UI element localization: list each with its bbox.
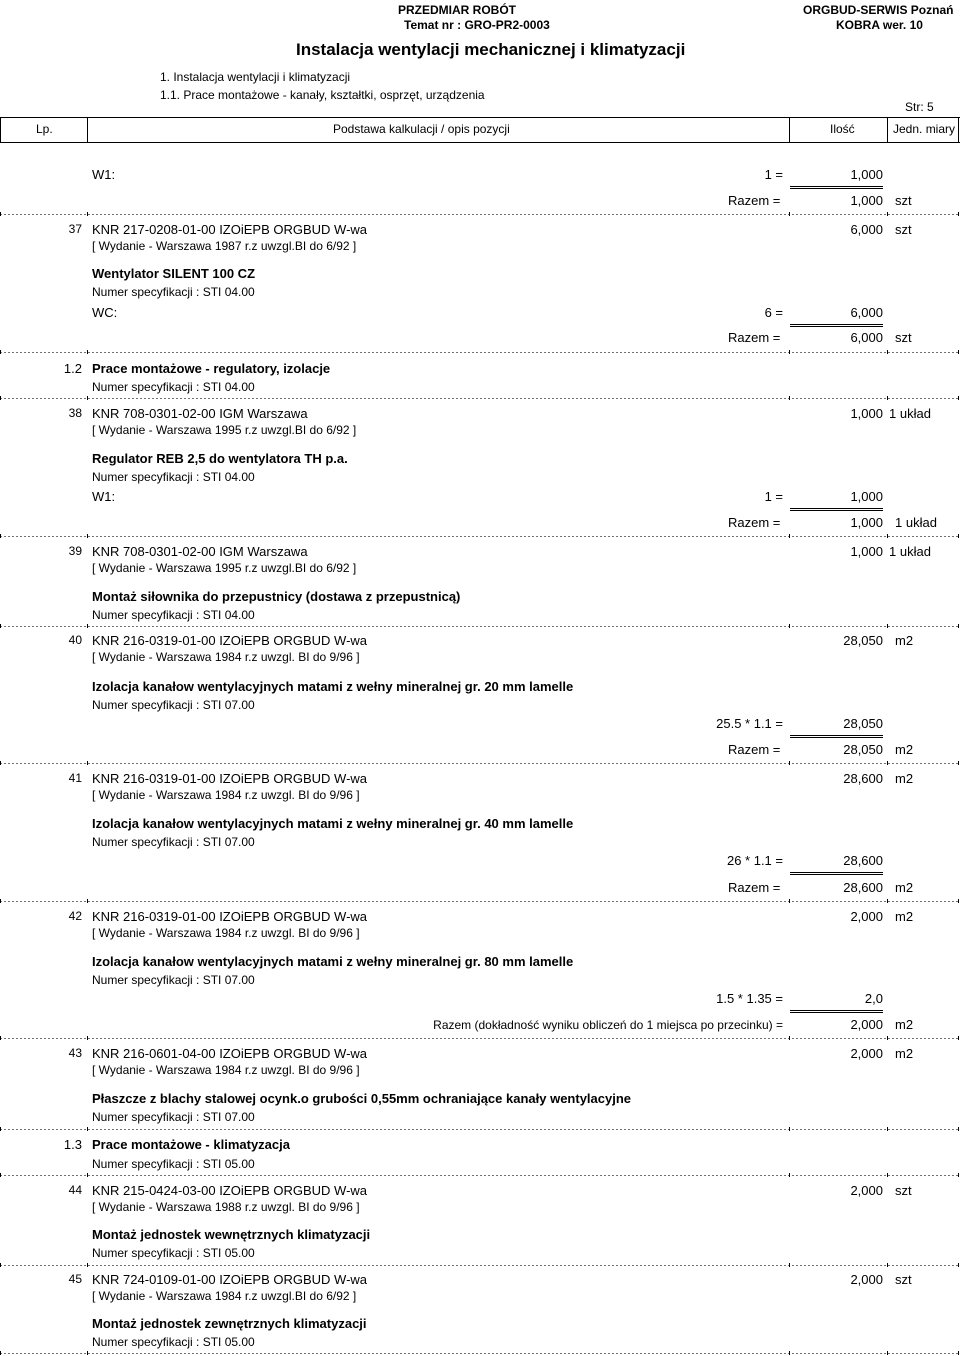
column-tick [887,1036,888,1040]
knr-code: KNR 217-0208-01-00 IZOiEPB ORGBUD W-wa [92,222,368,237]
pos-unit: m2 [895,909,914,924]
pos-unit: szt [895,222,912,237]
razem-total: 2,000 [850,1017,883,1032]
calc-value: 28,600 [843,853,883,868]
pos-number: 43 [68,1046,82,1060]
pos-number: 38 [68,406,82,420]
edition-note: [ Wydanie - Warszawa 1984 r.z uwzgl. BI do 9/96 ] [92,1063,360,1077]
pos-description: Montaż siłownika do przepustnicy (dostawa z przepustnicą) [92,589,461,604]
spec-number: Numer specyfikacji : STI 04.00 [92,285,255,299]
column-tick [789,350,790,354]
column-tick [887,1351,888,1355]
pos-number: 37 [68,222,82,236]
column-tick [887,212,888,216]
breadcrumb-level2: 1.1. Prace montażowe - kanały, kształtki, osprzęt, urządzenia [160,88,485,102]
calc-expr: 1 = [764,489,783,504]
razem-total: 28,600 [843,880,883,895]
spec-number: Numer specyfikacji : STI 07.00 [92,698,255,712]
column-tick [87,761,88,765]
column-tick [958,1173,959,1177]
section-title: Prace montażowe - klimatyzacja [92,1137,290,1152]
column-tick [87,1127,88,1131]
pos-number: 40 [68,633,82,647]
column-tick [87,1173,88,1177]
section-title: Prace montażowe - regulatory, izolacje [92,361,331,376]
razem-label: Razem = [728,193,781,208]
knr-code: KNR 708-0301-02-00 IGM Warszawa [92,406,308,421]
calc-label: WC: [92,305,118,320]
w1-label: W1: [92,167,116,182]
column-tick [958,1351,959,1355]
column-tick [789,899,790,903]
razem-unit: m2 [895,1017,914,1032]
razem-unit: szt [895,193,912,208]
pos-qty: 2,000 [850,1046,883,1061]
razem-label: Razem = [728,880,781,895]
pos-description: Izolacja kanałow wentylacyjnych matami z wełny mineralnej gr. 20 mm lamelle [92,679,574,694]
pos-unit: szt [895,1272,912,1287]
column-tick [0,534,1,538]
column-tick [887,899,888,903]
section-number: 1.3 [63,1137,82,1152]
column-tick [789,761,790,765]
column-tick [789,396,790,400]
column-tick [0,396,1,400]
knr-code: KNR 724-0109-01-00 IZOiEPB ORGBUD W-wa [92,1272,368,1287]
pos-number: 44 [68,1183,82,1197]
spec-number: Numer specyfikacji : STI 07.00 [92,973,255,987]
calc-expr: 6 = [764,305,783,320]
pos-description: Płaszcze z blachy stalowej ocynk.o grubości 0,55mm ochraniające kanały wentylacyjne [92,1091,632,1106]
spec-number: Numer specyfikacji : STI 04.00 [92,380,255,394]
column-tick [0,1036,1,1040]
razem-unit: szt [895,330,912,345]
document-title: PRZEDMIAR ROBÓT [398,3,516,17]
column-tick [958,1036,959,1040]
knr-code: KNR 216-0319-01-00 IZOiEPB ORGBUD W-wa [92,771,368,786]
page-number: Str: 5 [905,100,934,114]
pos-qty: 28,050 [843,633,883,648]
header-top-rule [0,117,960,118]
column-tick [887,1263,888,1267]
razem-label: Razem (dokładność wyniku obliczeń do 1 miejsca po przecinku) = [433,1018,783,1032]
calc-expr: 25.5 * 1.1 = [716,716,783,731]
pos-number: 42 [68,909,82,923]
w1-expr: 1 = [764,167,783,182]
knr-code: KNR 216-0319-01-00 IZOiEPB ORGBUD W-wa [92,909,368,924]
pos-description: Montaż jednostek zewnętrznych klimatyzacji [92,1316,367,1331]
spec-number: Numer specyfikacji : STI 05.00 [92,1335,255,1349]
knr-code: KNR 216-0601-04-00 IZOiEPB ORGBUD W-wa [92,1046,368,1061]
column-tick [958,534,959,538]
razem-unit: m2 [895,742,914,757]
column-tick [789,1263,790,1267]
knr-code: KNR 216-0319-01-00 IZOiEPB ORGBUD W-wa [92,633,368,648]
column-tick [958,761,959,765]
calc-expr: 1.5 * 1.35 = [716,991,783,1006]
edition-note: [ Wydanie - Warszawa 1987 r.z uwzgl.BI do 6/92 ] [92,239,357,253]
column-tick [887,350,888,354]
column-tick [0,1127,1,1131]
column-tick [87,350,88,354]
calc-value: 1,000 [850,489,883,504]
column-tick [887,624,888,628]
column-tick [789,1036,790,1040]
spec-number: Numer specyfikacji : STI 07.00 [92,835,255,849]
razem-total: 1,000 [850,193,883,208]
column-tick [789,212,790,216]
column-tick [887,1127,888,1131]
column-tick [958,1127,959,1131]
column-tick [87,396,88,400]
column-tick [789,624,790,628]
col-basis: Podstawa kalkulacji / opis pozycji [333,122,510,136]
knr-code: KNR 215-0424-03-00 IZOiEPB ORGBUD W-wa [92,1183,368,1198]
column-tick [87,534,88,538]
col-unit: Jedn. miary [893,122,956,136]
spec-number: Numer specyfikacji : STI 05.00 [92,1157,255,1171]
column-tick [0,1173,1,1177]
col-lp: Lp. [36,122,53,136]
razem-label: Razem = [728,330,781,345]
column-tick [887,1173,888,1177]
spec-number: Numer specyfikacji : STI 05.00 [92,1246,255,1260]
column-tick [87,624,88,628]
razem-total: 28,050 [843,742,883,757]
pos-number: 45 [68,1272,82,1286]
column-tick [0,350,1,354]
header-bottom-rule [0,142,960,143]
column-tick [958,396,959,400]
calc-value: 6,000 [850,305,883,320]
column-tick [887,534,888,538]
razem-total: 6,000 [850,330,883,345]
pos-qty: 2,000 [850,909,883,924]
edition-note: [ Wydanie - Warszawa 1984 r.z uwzgl.BI do 6/92 ] [92,1289,357,1303]
pos-description: Izolacja kanałow wentylacyjnych matami z wełny mineralnej gr. 80 mm lamelle [92,954,574,969]
pos-qty: 2,000 [850,1183,883,1198]
pos-number: 41 [68,771,82,785]
razem-label: Razem = [728,515,781,530]
calc-value: 2,0 [864,991,883,1006]
razem-unit: m2 [895,880,914,895]
section-number: 1.2 [63,361,82,376]
edition-note: [ Wydanie - Warszawa 1995 r.z uwzgl.BI do 6/92 ] [92,561,357,575]
column-tick [958,1263,959,1267]
column-tick [0,1263,1,1267]
edition-note: [ Wydanie - Warszawa 1984 r.z uwzgl. BI do 9/96 ] [92,788,360,802]
edition-note: [ Wydanie - Warszawa 1984 r.z uwzgl. BI do 9/96 ] [92,926,360,940]
col-qty: Ilość [830,122,855,136]
column-tick [0,761,1,765]
knr-code: KNR 708-0301-02-00 IGM Warszawa [92,544,308,559]
column-tick [0,212,1,216]
razem-total: 1,000 [850,515,883,530]
edition-note: [ Wydanie - Warszawa 1995 r.z uwzgl.BI do 6/92 ] [92,423,357,437]
column-tick [0,1351,1,1355]
breadcrumb-level1: 1. Instalacja wentylacji i klimatyzacji [160,70,351,84]
column-tick [789,534,790,538]
temat-number: Temat nr : GRO-PR2-0003 [404,18,550,32]
company-name: ORGBUD-SERWIS Poznań [803,3,954,17]
column-tick [87,899,88,903]
pos-qty: 6,000 [850,222,883,237]
column-tick [958,350,959,354]
spec-number: Numer specyfikacji : STI 04.00 [92,608,255,622]
pos-description: Wentylator SILENT 100 CZ [92,266,256,281]
column-tick [87,1036,88,1040]
column-tick [789,1127,790,1131]
pos-description: Montaż jednostek wewnętrznych klimatyzacji [92,1227,371,1242]
spec-number: Numer specyfikacji : STI 04.00 [92,470,255,484]
column-tick [887,396,888,400]
calc-expr: 26 * 1.1 = [726,853,783,868]
pos-unit: 1 układ [889,544,931,559]
column-tick [87,1351,88,1355]
edition-note: [ Wydanie - Warszawa 1988 r.z uwzgl. BI do 9/96 ] [92,1200,360,1214]
column-tick [958,212,959,216]
pos-qty: 1,000 [850,544,883,559]
calc-value: 28,050 [843,716,883,731]
pos-description: Regulator REB 2,5 do wentylatora TH p.a. [92,451,348,466]
pos-qty: 1,000 [850,406,883,421]
calc-label: W1: [92,489,116,504]
pos-unit: szt [895,1183,912,1198]
column-tick [958,624,959,628]
pos-unit: 1 układ [889,406,931,421]
razem-unit: 1 układ [895,515,937,530]
w1-value: 1,000 [850,167,883,182]
column-tick [0,624,1,628]
column-tick [958,899,959,903]
pos-description: Izolacja kanałow wentylacyjnych matami z wełny mineralnej gr. 40 mm lamelle [92,816,574,831]
column-tick [789,1351,790,1355]
pos-unit: m2 [895,771,914,786]
pos-unit: m2 [895,633,914,648]
column-tick [87,1263,88,1267]
pos-unit: m2 [895,1046,914,1061]
column-tick [887,761,888,765]
spec-number: Numer specyfikacji : STI 07.00 [92,1110,255,1124]
razem-label: Razem = [728,742,781,757]
column-tick [789,1173,790,1177]
software-version: KOBRA wer. 10 [836,18,923,32]
main-title: Instalacja wentylacji mechanicznej i klimatyzacji [296,40,686,59]
pos-qty: 2,000 [850,1272,883,1287]
pos-number: 39 [68,544,82,558]
pos-qty: 28,600 [843,771,883,786]
edition-note: [ Wydanie - Warszawa 1984 r.z uwzgl. BI do 9/96 ] [92,650,360,664]
column-tick [87,212,88,216]
column-tick [0,899,1,903]
